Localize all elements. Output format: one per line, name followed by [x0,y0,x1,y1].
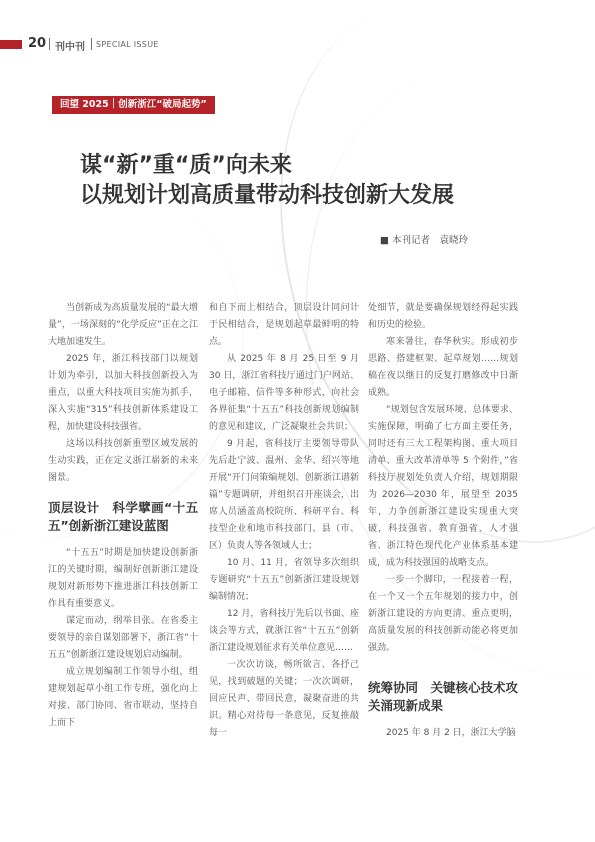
byline: ■ 本刊记者 袁晓玲 [380,235,468,246]
paragraph: 成立规划编制工作领导小组，组建规划起草小组工作专班，强化向上对接、部门协同、省市联动，坚持自上而下 [48,667,198,728]
topic-tag: 回望 2025｜创新浙江“破局起势” [52,96,215,114]
paragraph: “十五五”时期是加快建设创新浙江的关键时期，编制好创新浙江建设规划对新形势下推进浙江科技创新工作具有重要意义。 [48,548,198,609]
paragraph: 2025 年，浙江科技部门以规划计划为牵引，以加大科技创新投入为重点，以重大科技项目实施为抓手，深入实施“315”科技创新体系建设工程，加快建设科技强省。 [48,354,198,432]
paragraph: 10 月、11 月，省领导多次组织专题研究“十五五”创新浙江建设规划编制情况； [209,558,359,602]
section-title: 刊中刊 [55,42,85,53]
paragraph: 这场以科技创新重塑区域发展的生动实践，正在定义浙江崭新的未来图景。 [48,439,198,483]
paragraph: 和自下而上相结合，顶层设计同问计于民相结合，是规划起草最鲜明的特点。 [209,303,359,347]
paragraph: 2025 年 8 月 2 日，浙江大学脑 [386,728,516,738]
section-heading: 统筹协同 关键核心技术攻关涌现新成果 [368,680,519,713]
header-accent-bar [0,40,22,49]
paragraph: 当创新成为高质量发展的“最大增量”，一场深刻的“化学反应”正在之江大地加速发生。 [48,303,198,347]
paragraph: 寒来暑往，春华秋实。形成初步思路、搭建框架、起草规划……规划稿在夜以继日的反复打磨修改中日渐成熟。 [368,337,518,398]
section-subtitle: SPECIAL ISSUE [96,40,159,49]
paragraph: 谋定而动，纲举目张。在省委主要领导的亲自谋划部署下，浙江省“十五五”创新浙江建设规划启动编制。 [48,616,198,660]
paragraph: 9 月起，省科技厅主要领导带队先后赴宁波、温州、金华、绍兴等地开展“开门问策编规划、创新浙江谱新篇”专题调研，并组织召开座谈会，出席人员涵盖高校院所、科研平台、科技型企业和地市科技部门、县（市、区）负责人等各领域人士； [209,439,359,551]
paragraph: “规划包含发展环境、总体要求、实施保障，明确了七方面主要任务，同时还有三大工程架构图、重大项目清单、重大改革清单等 5 个附件，”省科技厅规划处负责人介绍，规划期限为 2026—2030 年，展望至 2035 年，力争创新浙江建设实现重大突破，科技强省、教育强省、人才强省、浙江特色现代化产业体系基本建成，成为科技强国的战略支点。 [368,405,518,568]
paragraph: 一步一个脚印，一程接着一程，在一个又一个五年规划的接力中，创新浙江建设的方向更清、重点更明，高质量发展的科技创新动能必将更加强劲。 [368,575,518,653]
paragraph: 12 月，省科技厅先后以书面、座谈会等方式，就浙江省“十五五”创新浙江建设规划征求有关单位意见…… [209,609,359,653]
text-column-2 [209,300,359,742]
article-title-line2: 以规划计划高质量带动科技创新大发展 [80,183,455,208]
header-divider [49,38,50,50]
paragraph: 处细节，就是要确保规划经得起实践和历史的检验。 [368,303,518,330]
paragraph: 一次次访谈，畅所欲言、各抒己见，找到破题的关键；一次次调研，回应民声、带回民意，凝聚奋进的共识。精心对待每一条意见，反复推敲每一 [209,660,359,738]
text-column-3 [368,300,518,742]
header-divider [91,38,92,50]
page-number: 20 [28,36,47,51]
article-title-line1: 谋“新”重“质”向未来 [80,153,292,178]
section-heading: 顶层设计 科学擘画“十五五”创新浙江建设蓝图 [48,500,198,533]
text-column-1 [48,300,198,732]
paragraph: 从 2025 年 8 月 25 日至 9 月 30 日，浙江省科技厅通过门户网站、电子邮箱、信件等多种形式，向社会各界征集“十五五”科技创新规划编制的意见和建议，广泛凝聚社会共识； [209,354,359,432]
